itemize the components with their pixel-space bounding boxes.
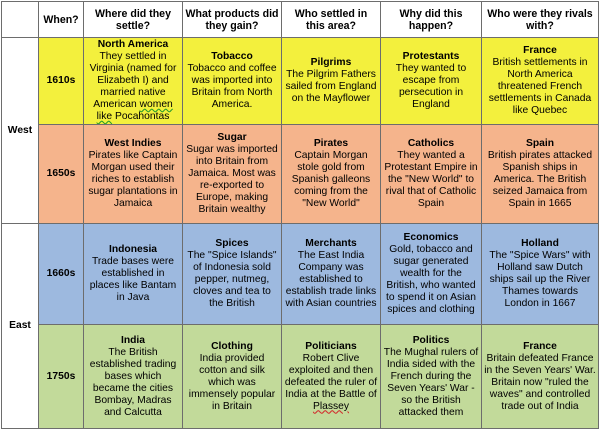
settle-cell: [84, 325, 183, 429]
spell-flag: Plassey: [312, 400, 350, 412]
spell-flag: women: [139, 99, 173, 110]
cell-body: Trade bases were established in places like Bantam in Java: [89, 256, 177, 303]
cell-title: Politicians: [305, 340, 357, 352]
cell-title: Economics: [403, 232, 459, 243]
cell-title: Sugar: [217, 132, 247, 143]
cell-title: France: [523, 340, 557, 352]
body-text: Pocahontas: [112, 111, 170, 122]
cell-body: The "Spice Islands" of Indonesia sold pepper, nutmeg, cloves and tea to the British: [187, 250, 277, 309]
header-why: Why did this happen?: [381, 2, 482, 38]
rivals-cell: [482, 325, 599, 429]
cell-title: North America: [97, 39, 169, 50]
cell-title: Pirates: [313, 138, 349, 149]
header-who-settled: Who settled in this area?: [282, 2, 381, 38]
cell-body: They wanted to escape from persecution in England: [395, 63, 467, 110]
cell-body: [284, 353, 378, 413]
settle-cell: [84, 224, 183, 325]
why-cell: [381, 125, 482, 224]
cell-body: [86, 51, 180, 123]
region-east: East: [2, 224, 39, 429]
cell-body: British pirates attacked Spanish ships in America. The British seized Jamaica from Spain in 1665: [487, 150, 593, 209]
region-west: West: [2, 38, 39, 224]
why-cell: [381, 325, 482, 429]
cell-body: Sugar was imported into Britain from Jamaica. Most was re-exported to Europe, making Britain wealthy: [186, 144, 278, 215]
cell-title: France: [523, 45, 557, 56]
products-cell: [183, 224, 282, 325]
products-cell: [183, 38, 282, 125]
cell-body: The Pilgrim Fathers sailed from England on the Mayflower: [285, 69, 377, 104]
cell-title: Spain: [525, 138, 555, 149]
who-cell: [282, 325, 381, 429]
cell-title: Politics: [412, 334, 450, 346]
cell-body: Captain Morgan stole gold from Spanish galleons coming from the "New World": [291, 150, 371, 209]
header-when: When?: [39, 2, 84, 38]
body-text: Robert Clive exploited and then defeated the ruler of India at the Battle of: [284, 352, 378, 400]
era-cell: 1610s: [39, 38, 84, 125]
header-blank: [2, 2, 39, 38]
cell-body: Britain defeated France in the Seven Years' War. Britain now "ruled the waves" and controlled trade out of India: [484, 352, 596, 412]
header-products: What products did they gain?: [183, 2, 282, 38]
cell-body: They wanted a Protestant Empire in the "New World" to rival that of Catholic Spain: [384, 150, 478, 209]
empire-table: [1, 1, 599, 429]
products-cell: [183, 325, 282, 429]
why-cell: [381, 224, 482, 325]
spell-flag: like: [96, 111, 113, 122]
who-cell: [282, 125, 381, 224]
cell-title: Tobacco: [211, 51, 253, 62]
cell-title: Spices: [215, 238, 249, 249]
cell-title: Indonesia: [108, 244, 158, 255]
rivals-cell: [482, 224, 599, 325]
who-cell: [282, 38, 381, 125]
cell-title: West Indies: [104, 138, 162, 149]
era-cell: 1660s: [39, 224, 84, 325]
cell-body: British settlements in North America threatened French settlements in Canada like Quebec: [488, 57, 592, 116]
header-rivals: Who were they rivals with?: [482, 2, 599, 38]
settle-cell: [84, 125, 183, 224]
cell-title: Holland: [521, 238, 559, 249]
era-cell: 1650s: [39, 125, 84, 224]
table-row: [2, 38, 599, 125]
cell-title: India: [120, 334, 146, 346]
header-row: [2, 2, 599, 38]
cell-body: The East India Company was established to establish trade links with Asian countries: [285, 250, 377, 309]
products-cell: [183, 125, 282, 224]
cell-title: Clothing: [211, 340, 253, 352]
body-text: They settled in Virginia (named for Elizabeth I) and married native American: [89, 51, 177, 110]
era-cell: 1750s: [39, 325, 84, 429]
cell-body: The British established trading bases which became the cities Bombay, Madras and Calcutta: [89, 346, 177, 418]
cell-title: Pilgrims: [310, 57, 352, 68]
cell-body: Gold, tobacco and sugar generated wealth for the British, who wanted to spend it on Asian spices and clothing: [386, 244, 476, 315]
rivals-cell: [482, 125, 599, 224]
cell-body: Tobacco and coffee was imported into Britain from North America.: [187, 63, 277, 110]
table-row: [2, 125, 599, 224]
cell-title: Catholics: [407, 138, 455, 149]
table-row: [2, 224, 599, 325]
cell-body: The "Spice Wars" with Holland saw Dutch ships sail up the River Thames towards London in 1667: [489, 250, 591, 309]
cell-title: Protestants: [402, 51, 460, 62]
settle-cell: [84, 38, 183, 125]
why-cell: [381, 38, 482, 125]
who-cell: [282, 224, 381, 325]
rivals-cell: [482, 38, 599, 125]
cell-body: The Mughal rulers of India sided with the French during the Seven Years' War - so the British attacked them: [383, 346, 479, 418]
cell-title: Merchants: [305, 238, 357, 249]
table-row: [2, 325, 599, 429]
cell-body: India provided cotton and silk which was immensely popular in Britain: [188, 352, 276, 412]
cell-body: Pirates like Captain Morgan used their riches to establish sugar plantations in Jamaica: [88, 150, 178, 209]
header-settle: Where did they settle?: [84, 2, 183, 38]
